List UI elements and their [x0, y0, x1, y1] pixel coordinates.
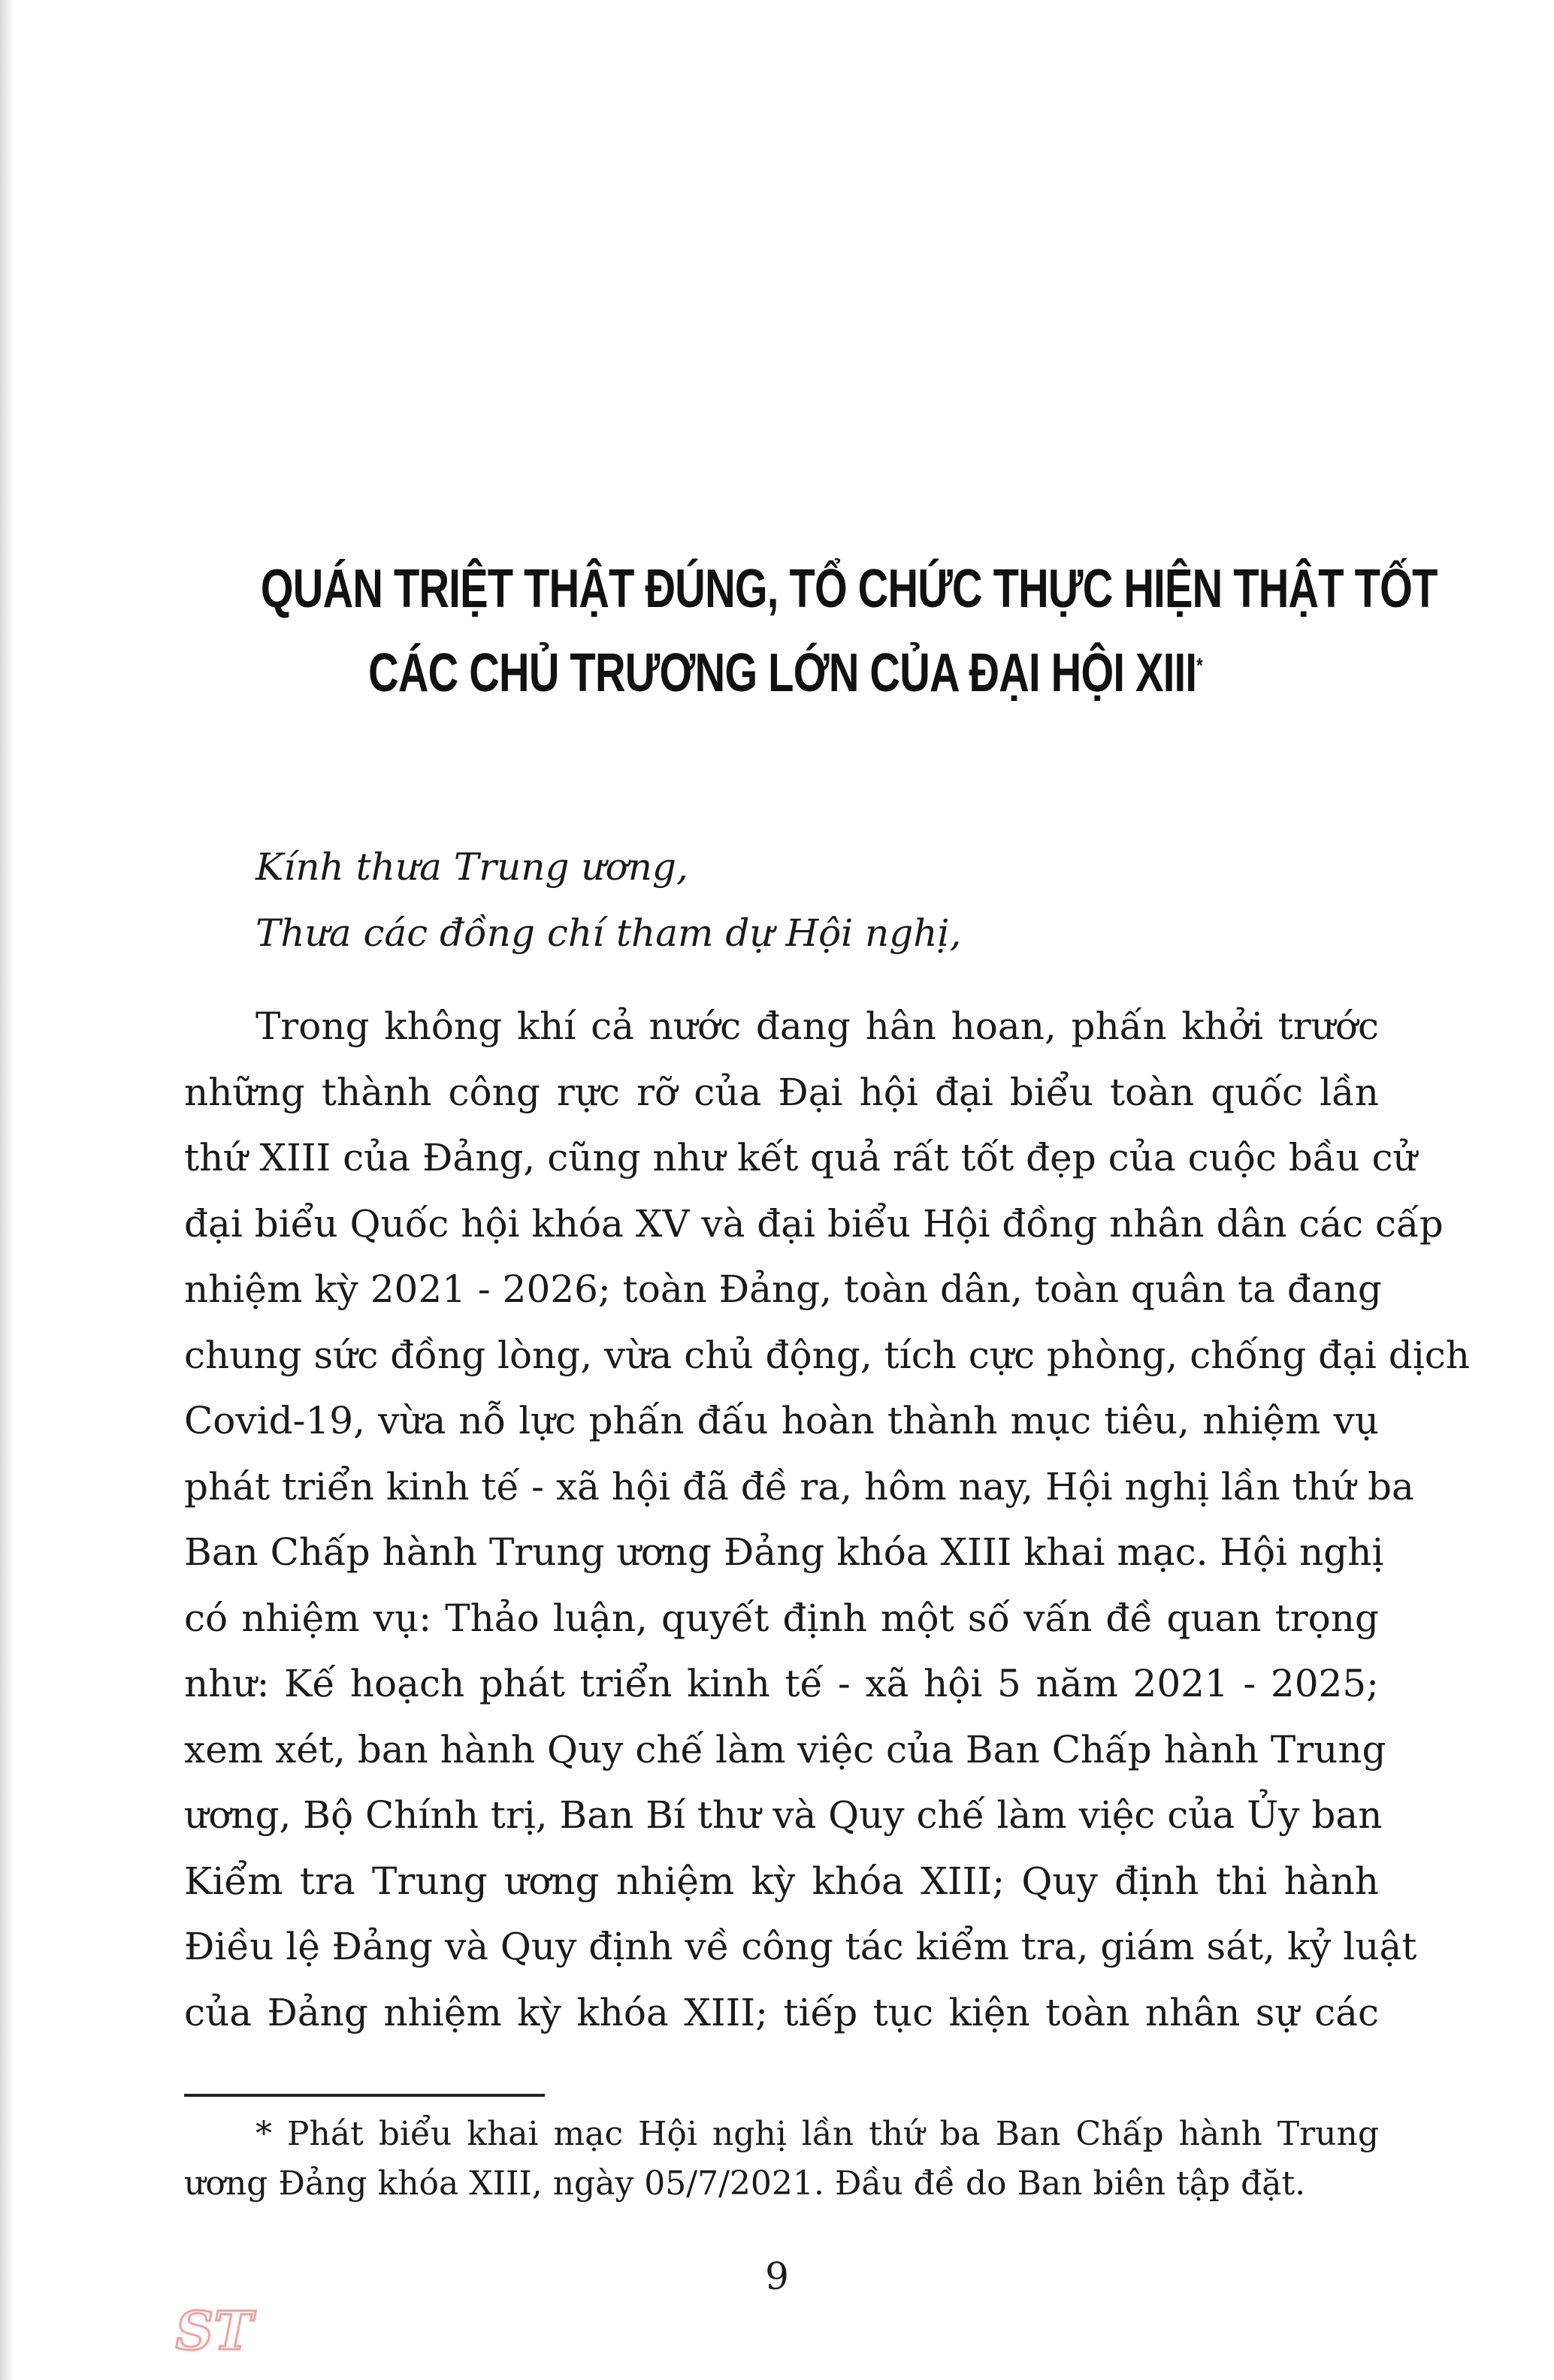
chapter-title-line-2 — [261, 631, 1310, 715]
footnote-divider — [184, 2094, 545, 2097]
publisher-logo-icon — [175, 2295, 253, 2363]
body-line: đại biểu Quốc hội khóa XV và đại biểu Hội đồng nhân dân các cấp — [184, 1201, 1444, 1246]
body-line: nhiệm kỳ 2021 - 2026; toàn Đảng, toàn dân, toàn quân ta đang — [184, 1267, 1382, 1311]
body-line: chung sức đồng lòng, vừa chủ động, tích cực phòng, chống đại dịch — [184, 1333, 1471, 1377]
body-line: ương, Bộ Chính trị, Ban Bí thư và Quy chế làm việc của Ủy ban — [184, 1793, 1383, 1837]
page-edge — [0, 0, 14, 2380]
body-line: Trong không khí cả nước đang hân hoan, phấn khởi trước — [255, 1004, 1379, 1048]
salutation-line-2: Thưa các đồng chí tham dự Hội nghị, — [255, 911, 962, 955]
page-number: 9 — [765, 2255, 789, 2298]
body-line: như: Kế hoạch phát triển kinh tế - xã hội 5 năm 2021 - 2025; — [184, 1662, 1379, 1705]
body-line: thứ XIII của Đảng, cũng như kết quả rất tốt đẹp của cuộc bầu cử — [184, 1136, 1417, 1179]
body-line: xem xét, ban hành Quy chế làm việc của Ban Chấp hành Trung — [184, 1727, 1386, 1771]
footnote — [184, 2110, 1379, 2209]
body-line: Covid-19, vừa nỗ lực phấn đấu hoàn thành mục tiêu, nhiệm vụ — [184, 1399, 1379, 1442]
body-line: phát triển kinh tế - xã hội đã đề ra, hôm nay, Hội nghị lần thứ ba — [184, 1464, 1414, 1509]
footnote-line-2: ương Đảng khóa XIII, ngày 05/7/2021. Đầu đề do Ban biên tập đặt. — [184, 2164, 1306, 2203]
chapter-title-line-2-text: CÁC CHỦ TRƯƠNG LỚN CỦA ĐẠI HỘI XIII — [368, 643, 1197, 703]
title-footnote-mark: * — [1196, 654, 1202, 677]
salutation — [255, 834, 961, 966]
footnote-line-1: * Phát biểu khai mạc Hội nghị lần thứ ba Ban Chấp hành Trung — [255, 2115, 1379, 2153]
body-line: Kiểm tra Trung ương nhiệm kỳ khóa XIII; Quy định thi hành — [184, 1859, 1379, 1903]
chapter-title-line-1: QUÁN TRIỆT THẬT ĐÚNG, TỔ CHỨC THỰC HIỆN THẬT TỐT — [260, 559, 1438, 619]
chapter-title — [260, 547, 1438, 715]
body-line: của Đảng nhiệm kỳ khóa XIII; tiếp tục kiện toàn nhân sự các — [184, 1990, 1379, 2034]
body-line: Điều lệ Đảng và Quy định về công tác kiểm tra, giám sát, kỷ luật — [184, 1925, 1417, 1968]
body-line: có nhiệm vụ: Thảo luận, quyết định một số vấn đề quan trọng — [184, 1596, 1379, 1640]
body-line: những thành công rực rỡ của Đại hội đại biểu toàn quốc lần — [184, 1070, 1379, 1114]
salutation-line-1: Kính thưa Trung ương, — [255, 845, 688, 889]
body-paragraph — [184, 994, 1471, 2046]
body-line: Ban Chấp hành Trung ương Đảng khóa XIII khai mạc. Hội nghị — [184, 1530, 1384, 1574]
publisher-logo-text: ST — [175, 2300, 253, 2362]
